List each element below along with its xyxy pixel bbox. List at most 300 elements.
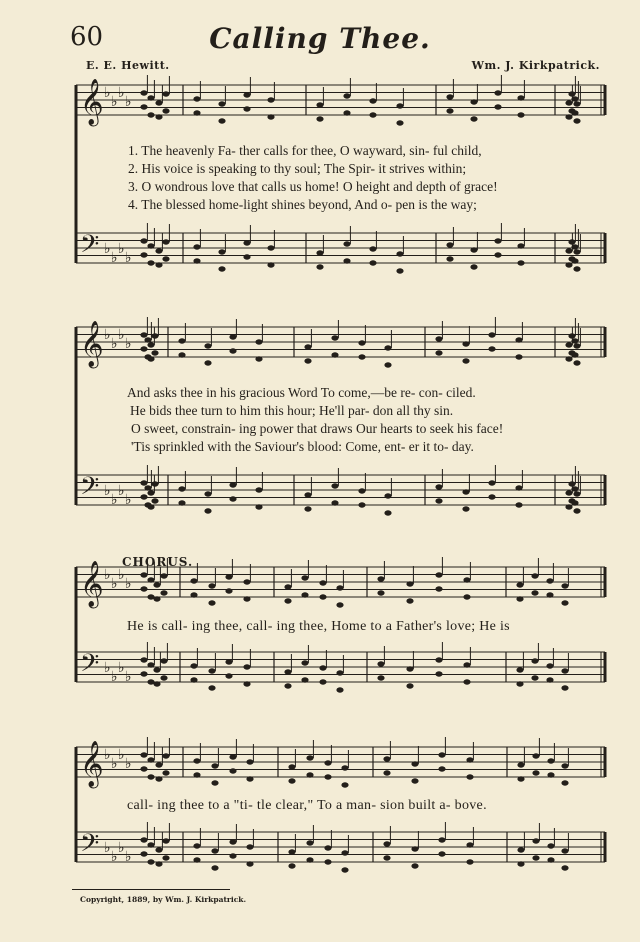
bass-note xyxy=(160,658,167,663)
flat-icon: ♭ xyxy=(125,756,132,772)
bass-note xyxy=(316,264,323,269)
flat-icon: ♭ xyxy=(104,483,111,499)
flat-icon: ♭ xyxy=(111,576,118,592)
flat-icon: ♭ xyxy=(104,85,111,101)
bass-note xyxy=(211,865,218,870)
treble-note xyxy=(463,577,470,582)
bass-note xyxy=(288,863,295,868)
treble-note xyxy=(573,343,580,348)
treble-note xyxy=(369,112,376,117)
bass-note xyxy=(144,485,151,490)
treble-note xyxy=(160,590,167,595)
treble-note xyxy=(571,338,578,343)
treble-note xyxy=(208,600,215,605)
treble-note xyxy=(147,757,154,762)
treble-note xyxy=(255,339,262,344)
bass-clef-icon: 𝄢 xyxy=(80,472,100,507)
bass-note xyxy=(140,671,147,676)
bass-note xyxy=(243,240,250,245)
treble-note xyxy=(246,776,253,781)
flat-icon: ♭ xyxy=(111,756,118,772)
bass-note xyxy=(160,675,167,680)
flat-icon: ♭ xyxy=(104,327,111,343)
bass-note xyxy=(284,683,291,688)
bass-note xyxy=(358,502,365,507)
bass-note xyxy=(435,657,442,662)
treble-clef-icon: 𝄞 xyxy=(80,79,104,125)
bass-note xyxy=(470,264,477,269)
bass-note xyxy=(140,837,147,842)
treble-note xyxy=(565,342,572,347)
treble-note xyxy=(377,576,384,581)
bass-note xyxy=(435,671,442,676)
treble-note xyxy=(573,360,580,365)
treble-note xyxy=(532,753,539,758)
bass-note xyxy=(358,488,365,493)
bass-note xyxy=(267,245,274,250)
flat-icon: ♭ xyxy=(111,492,118,508)
bass-note xyxy=(155,262,162,267)
treble-note xyxy=(301,592,308,597)
bass-note xyxy=(377,661,384,666)
composer-credit: Wm. J. Kirkpatrick. xyxy=(471,59,600,72)
flat-icon: ♭ xyxy=(118,241,125,257)
treble-note xyxy=(462,341,469,346)
bass-note xyxy=(565,262,572,267)
treble-note xyxy=(470,99,477,104)
bass-note xyxy=(571,500,578,505)
treble-note xyxy=(343,93,350,98)
flat-icon: ♭ xyxy=(111,849,118,865)
copyright-rule xyxy=(72,889,230,890)
bass-note xyxy=(546,663,553,668)
bass-note xyxy=(304,506,311,511)
bass-note xyxy=(225,673,232,678)
bass-note xyxy=(147,504,154,509)
bass-note xyxy=(462,489,469,494)
verse-1-line-2: And asks thee in his gracious Word To come,—be re- con- ciled. xyxy=(127,385,476,400)
bass-note xyxy=(561,685,568,690)
treble-note xyxy=(190,592,197,597)
treble-note xyxy=(140,332,147,337)
treble-note xyxy=(211,763,218,768)
bass-note xyxy=(331,483,338,488)
bass-note xyxy=(301,677,308,682)
bass-note xyxy=(147,490,154,495)
verse-1-line-1: 1. The heavenly Fa- ther calls for thee, O wayward, sin- ful child, xyxy=(128,143,482,158)
bass-note xyxy=(162,256,169,261)
treble-note xyxy=(319,594,326,599)
treble-note xyxy=(284,584,291,589)
treble-note xyxy=(147,774,154,779)
treble-note xyxy=(225,588,232,593)
treble-note xyxy=(229,348,236,353)
treble-note xyxy=(140,90,147,95)
bass-note xyxy=(147,243,154,248)
treble-note xyxy=(284,598,291,603)
treble-note xyxy=(306,772,313,777)
treble-note xyxy=(208,583,215,588)
flat-icon: ♭ xyxy=(125,492,132,508)
treble-note xyxy=(153,596,160,601)
treble-note xyxy=(463,594,470,599)
treble-note xyxy=(147,356,154,361)
bass-note xyxy=(396,268,403,273)
bass-note xyxy=(162,855,169,860)
treble-note xyxy=(336,602,343,607)
treble-note xyxy=(406,598,413,603)
treble-note xyxy=(316,116,323,121)
treble-note xyxy=(406,581,413,586)
treble-note xyxy=(243,92,250,97)
bass-note xyxy=(446,256,453,261)
treble-note xyxy=(324,760,331,765)
flat-icon: ♭ xyxy=(118,840,125,856)
bass-note xyxy=(565,248,572,253)
treble-note xyxy=(435,572,442,577)
treble-note xyxy=(190,578,197,583)
bass-note xyxy=(435,484,442,489)
treble-note xyxy=(517,95,524,100)
verse-4-line-2: 'Tis sprinkled with the Saviour's blood: Come, ent- er it to- day. xyxy=(131,439,474,454)
treble-note xyxy=(515,354,522,359)
bass-note xyxy=(516,681,523,686)
flat-icon: ♭ xyxy=(125,250,132,266)
bass-note xyxy=(284,669,291,674)
treble-note xyxy=(151,333,158,338)
treble-note xyxy=(267,114,274,119)
treble-note xyxy=(301,575,308,580)
treble-note xyxy=(546,592,553,597)
flat-icon: ♭ xyxy=(118,747,125,763)
bass-note xyxy=(151,481,158,486)
author-credit: E. E. Hewitt. xyxy=(86,59,170,72)
treble-note xyxy=(144,337,151,342)
bass-note xyxy=(147,662,154,667)
treble-note xyxy=(155,100,162,105)
bass-note xyxy=(267,262,274,267)
bass-note xyxy=(561,848,568,853)
treble-note xyxy=(155,776,162,781)
treble-note xyxy=(204,343,211,348)
bass-note xyxy=(306,857,313,862)
bass-note xyxy=(225,659,232,664)
treble-note xyxy=(140,586,147,591)
treble-note xyxy=(517,776,524,781)
bass-note xyxy=(204,491,211,496)
treble-note xyxy=(316,102,323,107)
bass-note xyxy=(229,839,236,844)
treble-note xyxy=(531,590,538,595)
treble-note xyxy=(446,108,453,113)
bass-note xyxy=(463,679,470,684)
treble-note xyxy=(243,579,250,584)
verse-4-line-1: 4. The blessed home-light shines beyond, And o- pen is the way; xyxy=(128,197,477,212)
bass-note xyxy=(517,243,524,248)
bass-note xyxy=(573,491,580,496)
treble-note xyxy=(162,753,169,758)
bass-note xyxy=(515,502,522,507)
bass-note xyxy=(517,847,524,852)
treble-note xyxy=(573,118,580,123)
treble-note xyxy=(561,763,568,768)
chorus-lyrics-line-1: He is call- ing thee, call- ing thee, Home to a Father's love; He is xyxy=(127,619,510,634)
flat-icon: ♭ xyxy=(111,669,118,685)
bass-note xyxy=(147,260,154,265)
flat-icon: ♭ xyxy=(125,336,132,352)
bass-note xyxy=(140,851,147,856)
treble-note xyxy=(571,110,578,115)
bass-note xyxy=(162,239,169,244)
treble-note xyxy=(568,333,575,338)
bass-note xyxy=(377,675,384,680)
bass-note xyxy=(531,675,538,680)
flat-icon: ♭ xyxy=(118,660,125,676)
bass-note xyxy=(155,248,162,253)
flat-icon: ♭ xyxy=(118,327,125,343)
treble-note xyxy=(331,335,338,340)
flat-icon: ♭ xyxy=(104,840,111,856)
bass-note xyxy=(546,677,553,682)
bass-note xyxy=(243,681,250,686)
flat-icon: ♭ xyxy=(118,567,125,583)
treble-note xyxy=(140,766,147,771)
bass-note xyxy=(369,260,376,265)
treble-note xyxy=(435,586,442,591)
bass-note xyxy=(324,845,331,850)
bass-note xyxy=(573,266,580,271)
treble-note xyxy=(204,360,211,365)
bass-note xyxy=(383,841,390,846)
treble-note xyxy=(466,774,473,779)
bass-note xyxy=(140,480,147,485)
treble-note xyxy=(162,91,169,96)
bass-note xyxy=(470,247,477,252)
treble-note xyxy=(267,97,274,102)
treble-note xyxy=(565,114,572,119)
treble-note xyxy=(411,778,418,783)
bass-note xyxy=(565,490,572,495)
bass-note xyxy=(438,837,445,842)
bass-note xyxy=(571,258,578,263)
treble-note xyxy=(462,358,469,363)
flat-icon: ♭ xyxy=(111,336,118,352)
bass-note xyxy=(204,508,211,513)
copyright-notice: Copyright, 1889, by Wm. J. Kirkpatrick. xyxy=(80,895,247,904)
flat-icon: ♭ xyxy=(104,747,111,763)
treble-note xyxy=(324,774,331,779)
treble-note xyxy=(341,782,348,787)
treble-note xyxy=(243,596,250,601)
bass-clef-icon: 𝄢 xyxy=(80,829,100,864)
treble-note xyxy=(243,106,250,111)
bass-note xyxy=(140,238,147,243)
treble-note xyxy=(446,94,453,99)
treble-note xyxy=(147,95,154,100)
bass-note xyxy=(531,658,538,663)
bass-note xyxy=(369,246,376,251)
bass-note xyxy=(532,855,539,860)
bass-note xyxy=(466,842,473,847)
bass-note xyxy=(396,251,403,256)
bass-note xyxy=(178,500,185,505)
bass-note xyxy=(568,239,575,244)
bass-note xyxy=(343,258,350,263)
treble-note xyxy=(383,770,390,775)
flat-icon: ♭ xyxy=(111,250,118,266)
flat-icon: ♭ xyxy=(125,849,132,865)
treble-note xyxy=(435,350,442,355)
bass-note xyxy=(246,844,253,849)
treble-note xyxy=(568,91,575,96)
bass-note xyxy=(243,254,250,259)
bass-note xyxy=(301,660,308,665)
treble-note xyxy=(517,762,524,767)
bass-note xyxy=(218,266,225,271)
bass-note xyxy=(571,244,578,249)
bass-note xyxy=(336,687,343,692)
bass-note xyxy=(155,861,162,866)
bass-note xyxy=(193,258,200,263)
bass-note xyxy=(255,487,262,492)
treble-note xyxy=(488,332,495,337)
treble-note xyxy=(466,757,473,762)
treble-note xyxy=(571,96,578,101)
treble-note xyxy=(515,337,522,342)
bass-note xyxy=(140,252,147,257)
bass-note xyxy=(243,664,250,669)
treble-note xyxy=(343,110,350,115)
bass-note xyxy=(193,843,200,848)
page-number: 60 xyxy=(70,22,104,52)
bass-note xyxy=(255,504,262,509)
treble-note xyxy=(155,114,162,119)
bass-note xyxy=(153,681,160,686)
bass-note xyxy=(573,508,580,513)
treble-note xyxy=(246,759,253,764)
flat-icon: ♭ xyxy=(104,660,111,676)
treble-note xyxy=(532,770,539,775)
bass-note xyxy=(229,496,236,501)
treble-note xyxy=(193,110,200,115)
treble-note xyxy=(336,585,343,590)
treble-note xyxy=(377,590,384,595)
treble-note xyxy=(153,582,160,587)
treble-note xyxy=(229,754,236,759)
bass-note xyxy=(336,670,343,675)
treble-note xyxy=(488,346,495,351)
bass-note xyxy=(532,838,539,843)
bass-note xyxy=(516,667,523,672)
treble-clef-icon: 𝄞 xyxy=(80,561,104,607)
bass-note xyxy=(193,857,200,862)
bass-note xyxy=(341,867,348,872)
flat-icon: ♭ xyxy=(125,94,132,110)
bass-note xyxy=(517,260,524,265)
bass-note xyxy=(153,667,160,672)
bass-note xyxy=(406,683,413,688)
bass-note xyxy=(208,668,215,673)
treble-note xyxy=(516,596,523,601)
bass-note xyxy=(515,485,522,490)
treble-note xyxy=(547,758,554,763)
bass-note xyxy=(229,853,236,858)
bass-note xyxy=(463,662,470,667)
treble-note xyxy=(383,756,390,761)
bass-note xyxy=(438,851,445,856)
bass-note xyxy=(547,857,554,862)
treble-note xyxy=(229,334,236,339)
treble-note xyxy=(193,772,200,777)
treble-note xyxy=(306,755,313,760)
treble-note xyxy=(411,761,418,766)
bass-note xyxy=(547,843,554,848)
treble-note xyxy=(140,104,147,109)
flat-icon: ♭ xyxy=(118,85,125,101)
treble-note xyxy=(151,350,158,355)
bass-note xyxy=(565,504,572,509)
bass-note xyxy=(304,492,311,497)
bass-note xyxy=(488,480,495,485)
bass-note xyxy=(406,666,413,671)
treble-note xyxy=(547,772,554,777)
treble-note xyxy=(160,573,167,578)
flat-icon: ♭ xyxy=(125,576,132,592)
treble-note xyxy=(229,768,236,773)
treble-note xyxy=(438,766,445,771)
bass-note xyxy=(319,665,326,670)
treble-note xyxy=(178,338,185,343)
chorus-label: CHORUS. xyxy=(122,555,194,569)
treble-note xyxy=(178,352,185,357)
treble-note xyxy=(162,108,169,113)
bass-note xyxy=(288,849,295,854)
treble-note xyxy=(147,342,154,347)
treble-note xyxy=(561,583,568,588)
bass-note xyxy=(331,500,338,505)
treble-note xyxy=(140,572,147,577)
flat-icon: ♭ xyxy=(111,94,118,110)
bass-note xyxy=(147,842,154,847)
treble-note xyxy=(304,344,311,349)
treble-note xyxy=(155,762,162,767)
bass-clef-icon: 𝄢 xyxy=(80,230,100,265)
bass-note xyxy=(306,840,313,845)
treble-note xyxy=(193,758,200,763)
bass-note xyxy=(411,846,418,851)
treble-note xyxy=(396,120,403,125)
treble-note xyxy=(561,600,568,605)
bass-note xyxy=(411,863,418,868)
treble-note xyxy=(193,96,200,101)
treble-note xyxy=(384,362,391,367)
bass-clef-icon: 𝄢 xyxy=(80,649,100,684)
treble-note xyxy=(218,118,225,123)
bass-note xyxy=(211,848,218,853)
bass-note xyxy=(190,677,197,682)
treble-note xyxy=(470,116,477,121)
treble-note xyxy=(531,573,538,578)
flat-icon: ♭ xyxy=(118,483,125,499)
treble-note xyxy=(369,98,376,103)
bass-note xyxy=(155,847,162,852)
treble-note xyxy=(494,104,501,109)
treble-note xyxy=(384,345,391,350)
treble-note xyxy=(396,103,403,108)
bass-note xyxy=(229,482,236,487)
treble-note xyxy=(438,752,445,757)
bass-note xyxy=(383,855,390,860)
